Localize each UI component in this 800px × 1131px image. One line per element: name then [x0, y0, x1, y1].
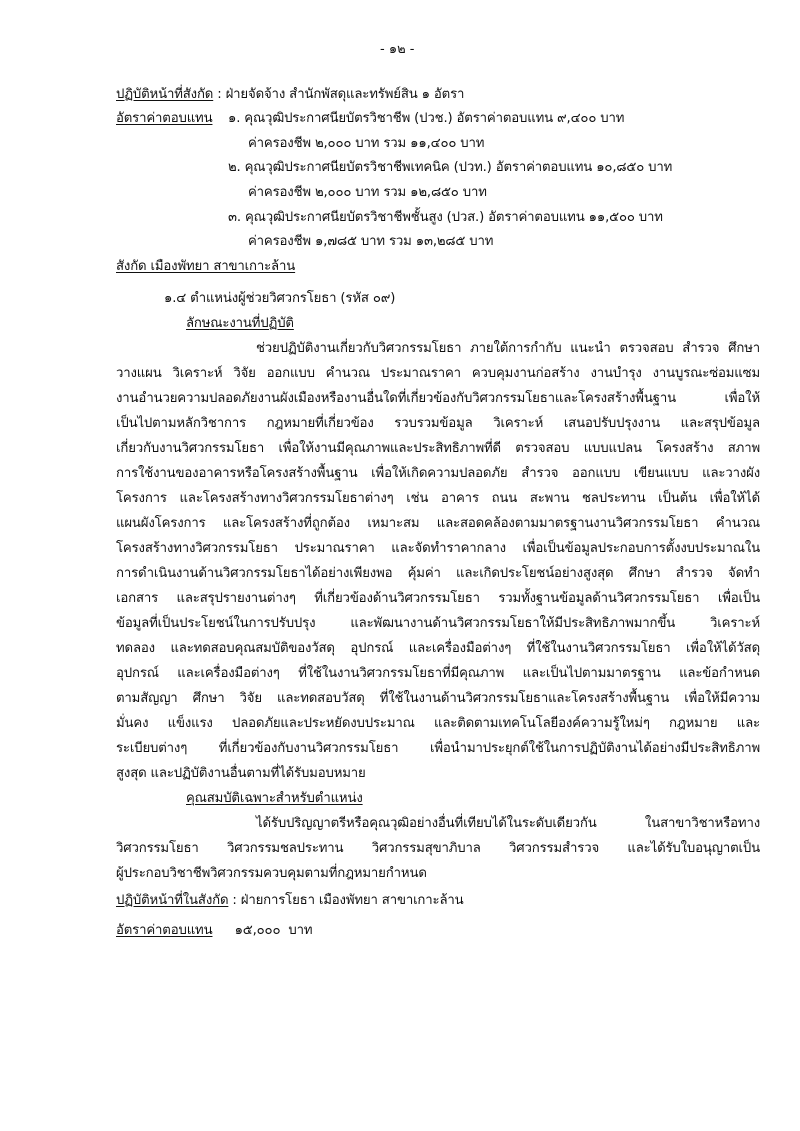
rate-value: ๑๕,๐๐๐ บาท — [234, 923, 313, 938]
job-line: สูงสุด และปฏิบัติงานอื่นตามที่ได้รับมอบหมาย — [116, 766, 366, 781]
job-line: แผนผังโครงการ และโครงสร้างที่ถูกต้อง เหมาะสม และสอดคล้องตามมาตรฐานงานวิศวกรรมโยธา คำนวณ — [116, 516, 760, 531]
job-line: การใช้งานของอาคารหรือโครงสร้างพื้นฐาน เพื่อให้เกิดความปลอดภัย สำรวจ ออกแบบ เขียนแบบ และวางผัง — [116, 466, 760, 481]
job-line: โครงการ และโครงสร้างทางวิศวกรรมโยธาต่างๆ เช่น อาคาร ถนน สะพาน ชลประทาน เป็นต้น เพื่อให้ได้ — [116, 491, 760, 506]
duty-value: : ฝ่ายการโยธา เมืองพัทยา สาขาเกาะล้าน — [228, 893, 464, 908]
duty-label: ปฏิบัติหน้าที่ในสังกัด — [116, 893, 229, 908]
duty-line-b — [116, 892, 464, 910]
job-line: โครงสร้างทางวิศวกรรมโยธา ประมาณราคา และจัดทำราคากลาง เพื่อเป็นข้อมูลประกอบการตั้งงบประมาณใน — [116, 541, 760, 556]
job-line: ทดลอง และทดสอบคุณสมบัติของวัสดุ อุปกรณ์ และเครื่องมือต่างๆ ที่ใช้ในงานวิศวกรรมโยธา เพื่อให้ได้วัสดุ — [116, 641, 760, 656]
qualification-line: วิศวกรรมโยธา วิศวกรรมชลประทาน วิศวกรรมสุขาภิบาล วิศวกรรมสำรวจ และได้รับใบอนุญาตเป็น — [116, 841, 760, 856]
qualification-line: ผู้ประกอบวิชาชีพวิศวกรรมควบคุมตามที่กฎหมายกำหนด — [116, 866, 427, 881]
job-line: งานอำนวยความปลอดภัยงานผังเมืองหรืองานอื่นใดที่เกี่ยวข้องกับวิศวกรรมโยธาและโครงสร้างพื้นฐาน เพื่อให้ — [116, 391, 760, 406]
job-line: เกี่ยวกับงานวิศวกรรมโยธา เพื่อให้งานมีคุณภาพและประสิทธิภาพที่ดี ตรวจสอบ แบบแปลน โครงสร้าง สภาพ — [116, 441, 760, 456]
rate-label: อัตราค่าตอบแทน — [116, 923, 213, 938]
job-line: มั่นคง แข็งแรง ปลอดภัยและประหยัดงบประมาณ และติดตามเทคโนโลยีองค์ความรู้ใหม่ๆ กฎหมาย และ — [116, 716, 760, 731]
job-line: ข้อมูลที่เป็นประโยชน์ในการปรับปรุง และพัฒนางานด้านวิศวกรรมโยธาให้มีประสิทธิภาพมากขึ้น วิเคราะห์ — [116, 616, 760, 631]
rate-item-3-line2: ค่าครองชีพ ๑,๗๘๕ บาท รวม ๑๓,๒๘๕ บาท — [248, 234, 494, 249]
rate-item-2-line1: ๒. คุณวุฒิประกาศนียบัตรวิชาชีพเทคนิค (ปวท.) อัตราค่าตอบแทน ๑๐,๘๕๐ บาท — [228, 160, 673, 175]
job-description-heading: ลักษณะงานที่ปฏิบัติ — [186, 316, 294, 331]
position-title: ๑.๔ ตำแหน่งผู้ช่วยวิศวกรโยธา (รหัส ๐๙) — [164, 291, 396, 306]
rate-line-b — [116, 922, 312, 940]
job-line: การดำเนินงานด้านวิศวกรรมโยธาได้อย่างเพียงพอ คุ้มค่า และเกิดประโยชน์อย่างสูงสุด ศึกษา สำรวจ จัดทำ — [116, 566, 760, 581]
rate-item-2-line2: ค่าครองชีพ ๒,๐๐๐ บาท รวม ๑๒,๘๕๐ บาท — [248, 185, 487, 200]
job-line: ระเบียบต่างๆ ที่เกี่ยวข้องกับงานวิศวกรรมโยธา เพื่อนำมาประยุกต์ใช้ในการปฏิบัติงานได้อย่างมีประสิทธิภาพ — [116, 741, 760, 756]
job-line: อุปกรณ์ และเครื่องมือต่างๆ ที่ใช้ในงานวิศวกรรมโยธาที่มีคุณภาพ และเป็นไปตามมาตรฐาน และข้อกำหนด — [116, 666, 760, 681]
job-line: เอกสาร และสรุปรายงานต่างๆ ที่เกี่ยวข้องด้านวิศวกรรมโยธา รวมทั้งฐานข้อมูลด้านวิศวกรรมโยธา เพื่อเป็น — [116, 591, 760, 606]
job-line: วางแผน วิเคราะห์ วิจัย ออกแบบ คำนวณ ประมาณราคา ควบคุมงานก่อสร้าง งานบำรุง งานบูรณะซ่อมแซม — [116, 366, 760, 381]
duty-value: : ฝ่ายจัดจ้าง สำนักพัสดุและทรัพย์สิน ๑ อัตรา — [213, 87, 465, 102]
qualification-heading: คุณสมบัติเฉพาะสำหรับตำแหน่ง — [186, 791, 363, 806]
affiliation-heading: สังกัด เมืองพัทยา สาขาเกาะล้าน — [116, 259, 296, 274]
page-number: - ๑๒ - — [380, 42, 415, 57]
job-line: ตามสัญญา ศึกษา วิจัย และทดสอบวัสดุ ที่ใช้ในงานด้านวิศวกรรมโยธาและโครงสร้างพื้นฐาน เพื่อให้มีความ — [116, 691, 760, 706]
rate-item-1-line1: ๑. คุณวุฒิประกาศนียบัตรวิชาชีพ (ปวช.) อัตราค่าตอบแทน ๙,๔๐๐ บาท — [228, 111, 625, 126]
duty-line-a — [116, 86, 464, 104]
rate-label-a: อัตราค่าตอบแทน — [116, 111, 213, 126]
rate-item-3-line1: ๓. คุณวุฒิประกาศนียบัตรวิชาชีพชั้นสูง (ปวส.) อัตราค่าตอบแทน ๑๑,๕๐๐ บาท — [228, 210, 663, 225]
duty-label: ปฏิบัติหน้าที่สังกัด — [116, 87, 214, 102]
qualification-line: ได้รับปริญญาตรีหรือคุณวุฒิอย่างอื่นที่เทียบได้ในระดับเดียวกัน ในสาขาวิชาหรือทาง — [256, 816, 760, 831]
job-line: ช่วยปฏิบัติงานเกี่ยวกับวิศวกรรมโยธา ภายใต้การกำกับ แนะนำ ตรวจสอบ สำรวจ ศึกษา — [256, 341, 760, 356]
rate-item-1-line2: ค่าครองชีพ ๒,๐๐๐ บาท รวม ๑๑,๔๐๐ บาท — [248, 136, 485, 151]
job-line: เป็นไปตามหลักวิชาการ กฎหมายที่เกี่ยวข้อง รวบรวมข้อมูล วิเคราะห์ เสนอปรับปรุงงาน และสรุปข้อมูล — [116, 416, 760, 431]
